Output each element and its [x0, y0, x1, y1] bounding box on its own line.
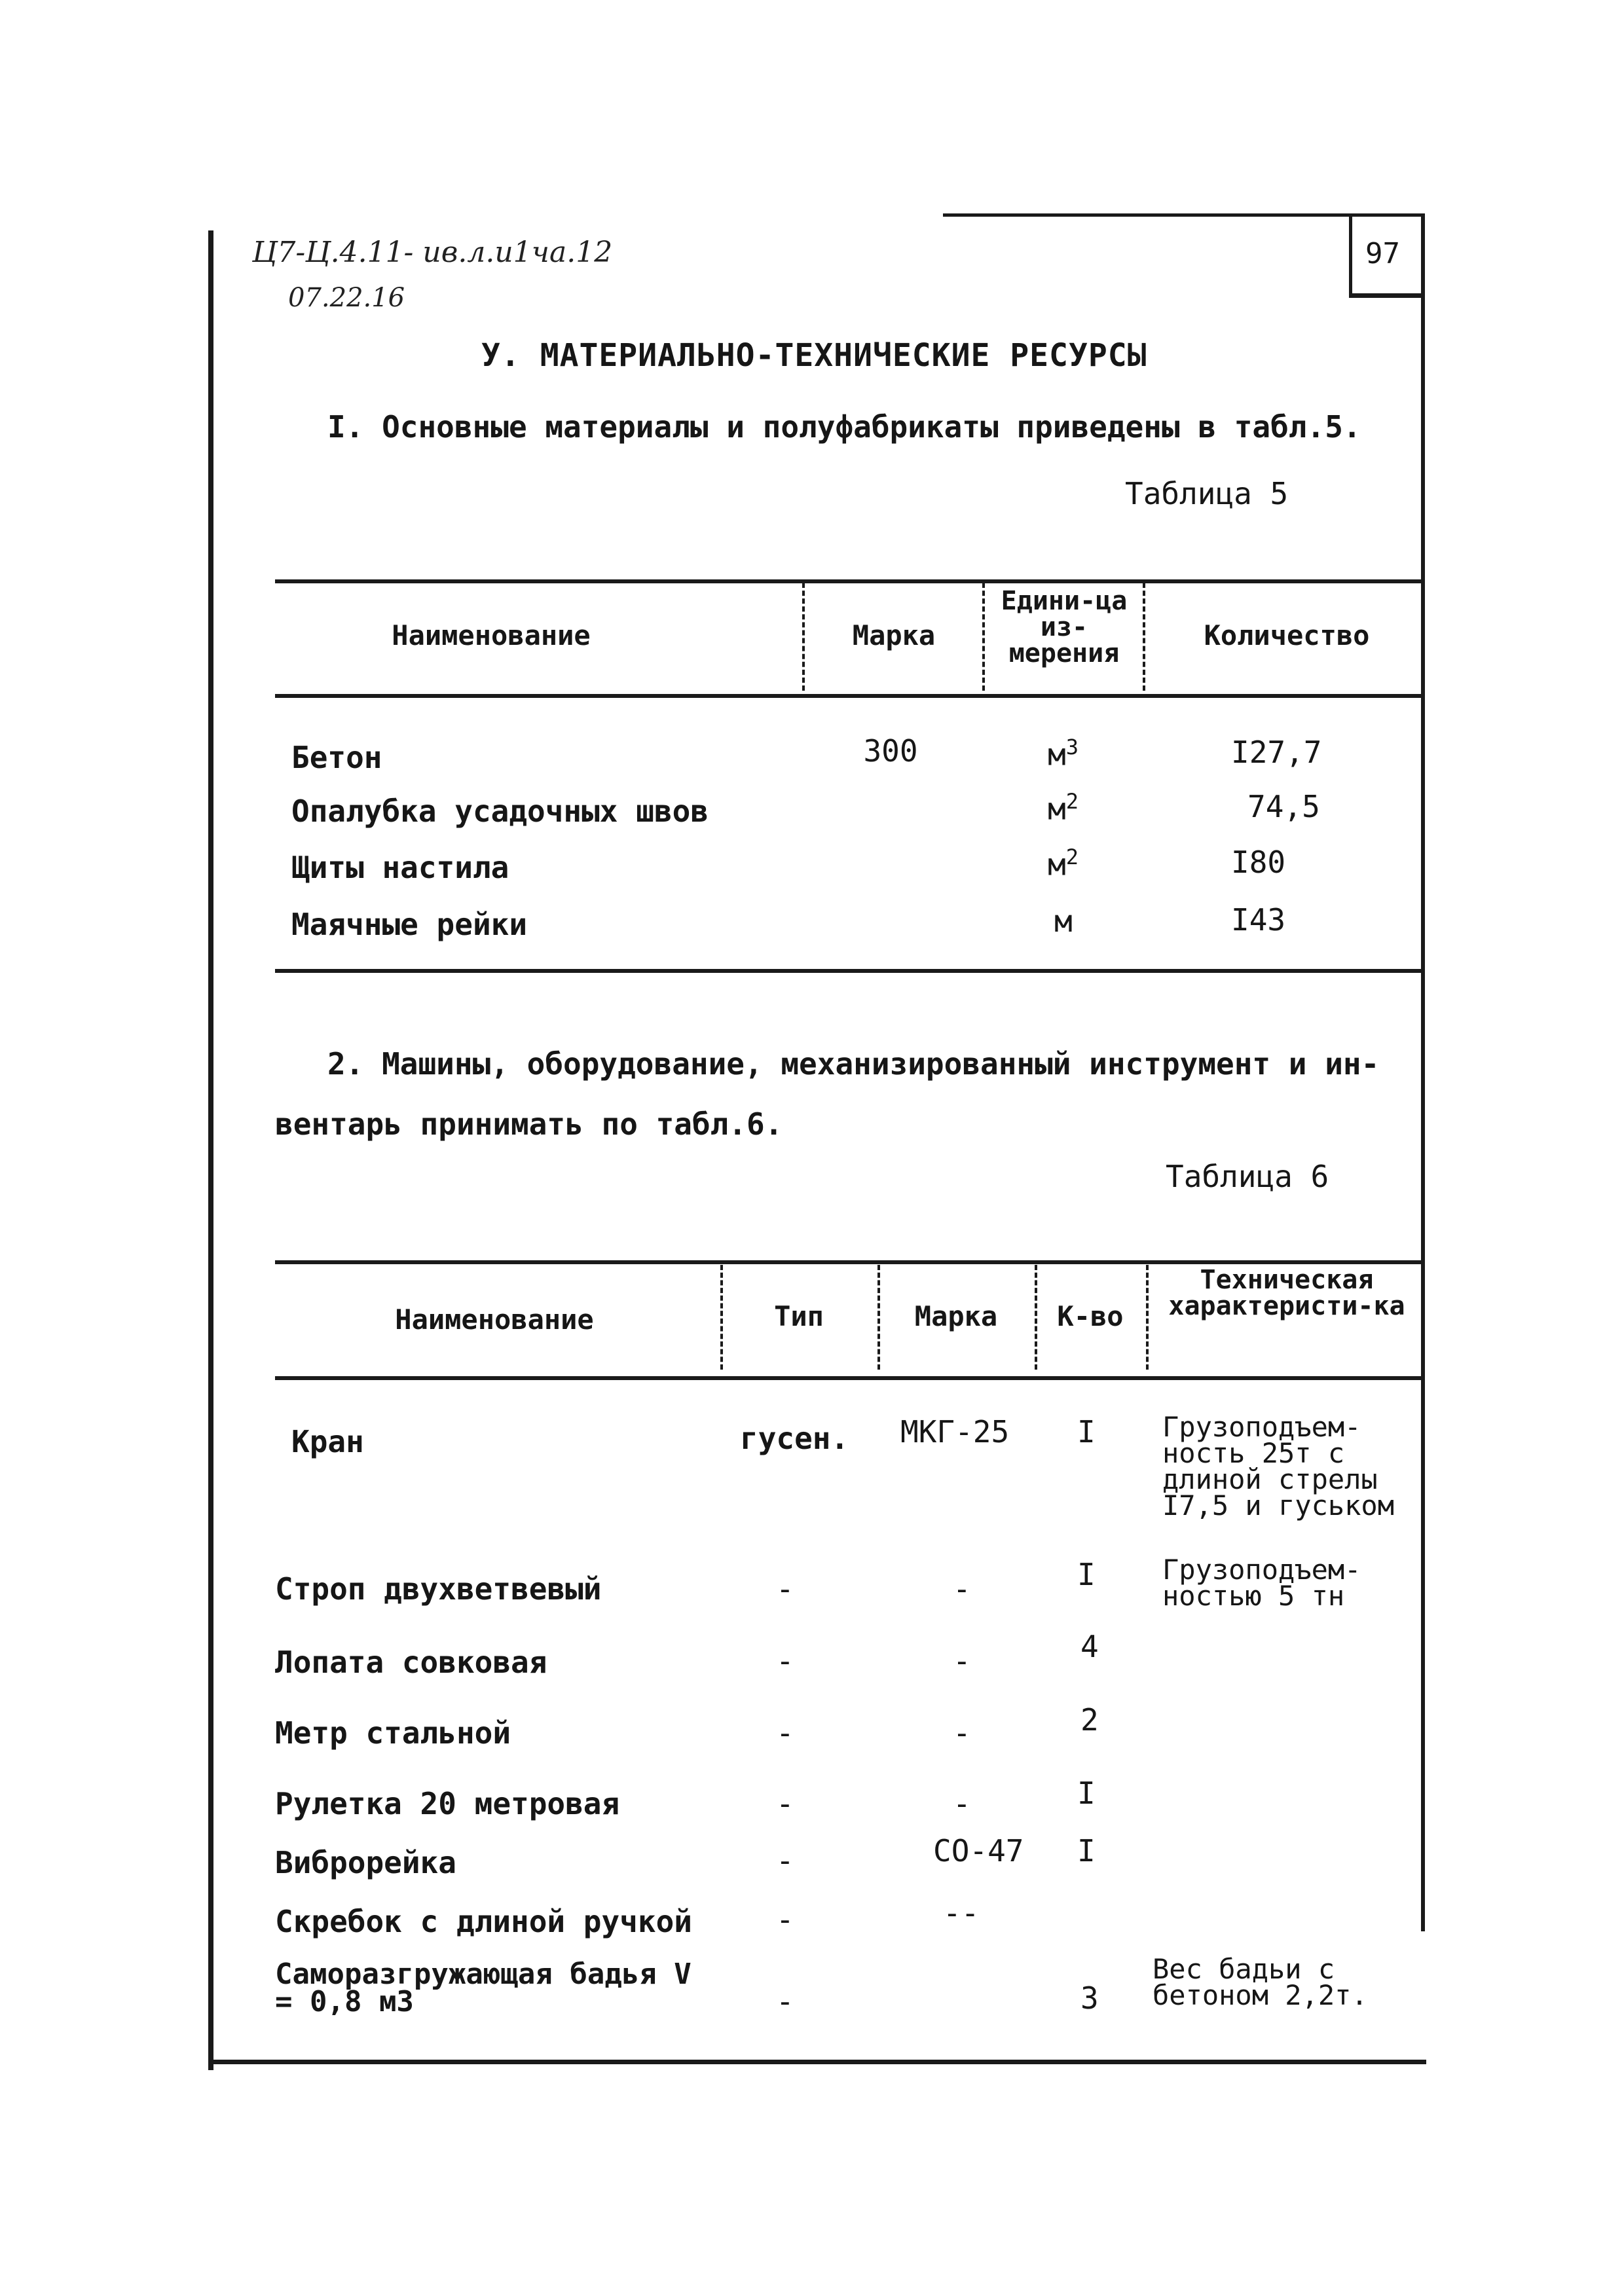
- table5-col-divider: [1143, 583, 1145, 691]
- document-date: 07.22.16: [288, 283, 405, 313]
- table5-caption: Таблица 5: [1125, 476, 1289, 511]
- table5-col-divider: [802, 583, 805, 691]
- table6-col-divider: [1035, 1265, 1037, 1370]
- table6-top-rule: [275, 1260, 1421, 1264]
- table6-row2-type: -: [776, 1571, 794, 1607]
- section-title: У. МАТЕРИАЛЬНО-ТЕХНИЧЕСКИЕ РЕСУРСЫ: [481, 337, 1147, 374]
- table5-header-name: Наименование: [392, 619, 591, 651]
- table5-row1-mark: 300: [863, 733, 918, 769]
- table6-row8-name: Саморазгружающая бадья V = 0,8 м3: [275, 1958, 692, 2018]
- table5-bottom-rule: [275, 969, 1421, 973]
- table6-row3-type: -: [776, 1643, 794, 1679]
- frame-bottom-border: [208, 2060, 1426, 2064]
- table6-row3-mark: -: [953, 1643, 971, 1679]
- table6-row4-mark: -: [953, 1715, 971, 1751]
- table6-row6-type: -: [776, 1843, 794, 1878]
- table5-header-unit: Едини-ца из-мерения: [1001, 586, 1128, 668]
- table6-header-mark: Марка: [914, 1300, 998, 1332]
- table5-row2-name: Опалубка усадочных швов: [291, 793, 709, 829]
- table6-row7-mark: --: [943, 1895, 980, 1931]
- table6-row4-qty: 2: [1080, 1702, 1099, 1738]
- table5-row3-qty: I80: [1231, 845, 1286, 880]
- table6-row3-qty: 4: [1080, 1629, 1099, 1664]
- table6-header-type: Тип: [774, 1300, 824, 1332]
- table6-row3-name: Лопата совковая: [275, 1645, 547, 1680]
- table6-row5-mark: -: [953, 1786, 971, 1821]
- table6-row1-name: Кран: [291, 1424, 364, 1459]
- table6-header-name: Наименование: [395, 1303, 594, 1336]
- table6-header-rule: [275, 1376, 1421, 1380]
- frame-right-border: [1421, 216, 1425, 1931]
- table6-row2-mark: -: [953, 1571, 971, 1607]
- table6-row8-qty: 3: [1080, 1980, 1099, 2016]
- table5-row4-qty: I43: [1231, 902, 1286, 938]
- table6-row5-qty: I: [1077, 1776, 1096, 1811]
- table6-col-divider: [877, 1265, 880, 1370]
- table5-header-rule: [275, 694, 1424, 698]
- frame-left-border: [208, 230, 213, 2070]
- table6-row6-qty: I: [1077, 1833, 1096, 1868]
- table5-row1-name: Бетон: [291, 740, 382, 775]
- table6-row2-spec: Грузоподъем-ностью 5 тн: [1162, 1554, 1361, 1612]
- table5-row4-name: Маячные рейки: [291, 907, 528, 942]
- table5-col-divider: [982, 583, 985, 691]
- table6-caption: Таблица 6: [1166, 1159, 1329, 1194]
- table6-row7-name: Скребок с длиной ручкой: [275, 1904, 692, 1939]
- table6-row8-type: -: [776, 1984, 794, 2019]
- table6-row1-qty: I: [1077, 1414, 1096, 1449]
- page-number: 97: [1365, 237, 1400, 270]
- table5-row2-unit: $м^2$: [1048, 789, 1079, 827]
- table5-row3-unit: $м^2$: [1048, 845, 1079, 883]
- table6-row4-type: -: [776, 1715, 794, 1751]
- table5-row2-qty: 74,5: [1247, 789, 1320, 824]
- table6-row1-spec: Грузоподъем-ность 25т с длиной стрелы I7,5 и гуськом: [1162, 1411, 1395, 1522]
- table5-header-qty: Количество: [1204, 619, 1370, 651]
- table5-row3-name: Щиты настила: [291, 850, 509, 885]
- table6-row5-name: Рулетка 20 метровая: [275, 1786, 620, 1821]
- paragraph-2-line1: 2. Машины, оборудование, механизированный инструмент и ин-: [327, 1046, 1380, 1082]
- table6-header-qty: К-во: [1057, 1300, 1124, 1332]
- paragraph-2-line2: вентарь принимать по табл.6.: [275, 1106, 783, 1142]
- table6-row6-mark: СО-47: [933, 1833, 1024, 1868]
- table6-row4-name: Метр стальной: [275, 1715, 511, 1751]
- table6-row5-type: -: [776, 1786, 794, 1821]
- table6-header-spec: Техническая характеристи-ка: [1168, 1265, 1405, 1321]
- table6-row2-name: Строп двухветвевый: [275, 1571, 602, 1607]
- table6-row7-type: -: [776, 1902, 794, 1937]
- table6-row1-mark: МКГ-25: [900, 1414, 1010, 1449]
- table6-row1-type: гусен.: [740, 1421, 849, 1456]
- paragraph-1: I. Основные материалы и полуфабрикаты приведены в табл.5.: [327, 409, 1361, 445]
- table5-header-mark: Марка: [852, 619, 936, 651]
- table5-row1-qty: I27,7: [1231, 735, 1322, 770]
- table5-top-rule: [275, 579, 1421, 583]
- table6-col-divider: [1146, 1265, 1149, 1370]
- document-code: Ц7-Ц.4.11- ив.л.и1ча.12: [252, 236, 613, 269]
- table5-row1-unit: $м^3$: [1048, 735, 1079, 773]
- table6-row8-spec: Вес бадьи с бетоном 2,2т.: [1153, 1953, 1368, 2011]
- table6-row2-qty: I: [1077, 1557, 1096, 1592]
- table6-row6-name: Виброрейка: [275, 1845, 456, 1880]
- table5-row4-unit: м: [1054, 903, 1073, 939]
- table6-col-divider: [720, 1265, 723, 1370]
